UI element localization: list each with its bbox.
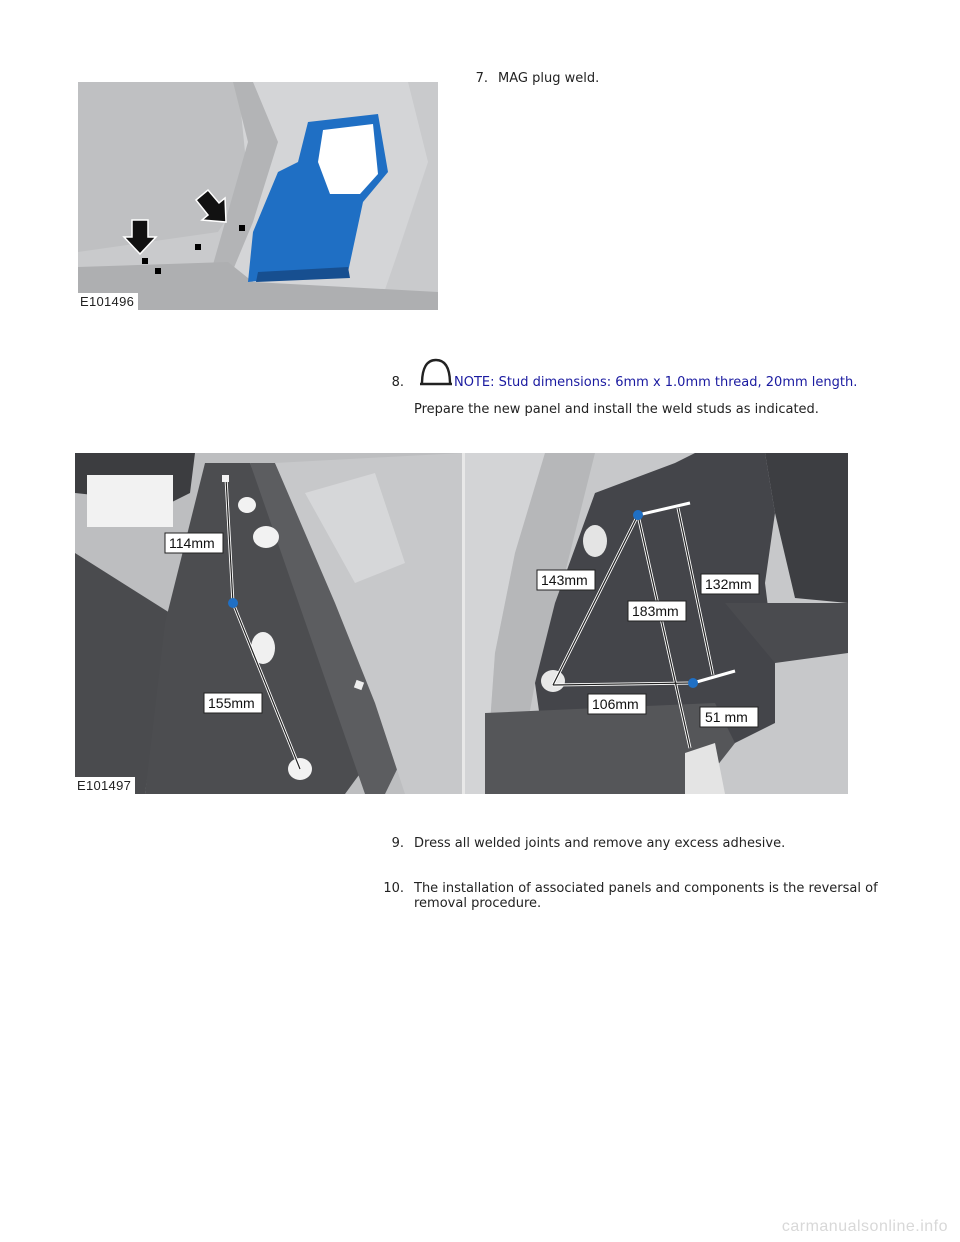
step-8-number: 8.	[391, 375, 404, 390]
dim-label-114mm	[165, 533, 223, 553]
figure-e101496	[78, 82, 438, 310]
step-10-text-line1: The installation of associated panels and components is the reversal of	[414, 881, 878, 896]
dim-text-183mm: 183mm	[632, 603, 679, 619]
step-7-text: MAG plug weld.	[498, 71, 600, 86]
warning-icon	[418, 356, 454, 390]
dim-text-155mm: 155mm	[208, 695, 255, 711]
footer-watermark: carmanualsonline.info	[781, 1218, 948, 1235]
dim-text-106mm: 106mm	[592, 696, 639, 712]
step-10-number: 10.	[383, 881, 404, 896]
step-8-note: NOTE: Stud dimensions: 6mm x 1.0mm thread, 20mm length.	[454, 375, 858, 390]
step-7-number: 7.	[475, 71, 488, 86]
dim-text-143mm: 143mm	[541, 572, 588, 588]
step-9-text: Dress all welded joints and remove any excess adhesive.	[414, 836, 786, 851]
dim-text-51mm: 51 mm	[705, 709, 748, 725]
dim-label-51mm	[700, 707, 758, 727]
figure-e101497-illustration	[75, 453, 848, 794]
step-9-number: 9.	[391, 836, 404, 851]
dim-label-143mm	[537, 570, 595, 590]
dim-label-106mm	[588, 694, 646, 714]
dim-text-132mm: 132mm	[705, 576, 752, 592]
figure-e101496-illustration	[78, 82, 438, 310]
dim-label-183mm	[628, 601, 686, 621]
dim-label-132mm	[701, 574, 759, 594]
figure-e101497	[75, 453, 848, 794]
figure-e101496-label: E101496	[78, 293, 138, 310]
dim-text-114mm: 114mm	[169, 535, 215, 551]
step-8-text: Prepare the new panel and install the weld studs as indicated.	[414, 402, 819, 417]
dim-label-155mm	[204, 693, 262, 713]
figure-e101497-label: E101497	[75, 777, 135, 794]
step-10-text-line2: removal procedure.	[414, 896, 542, 911]
